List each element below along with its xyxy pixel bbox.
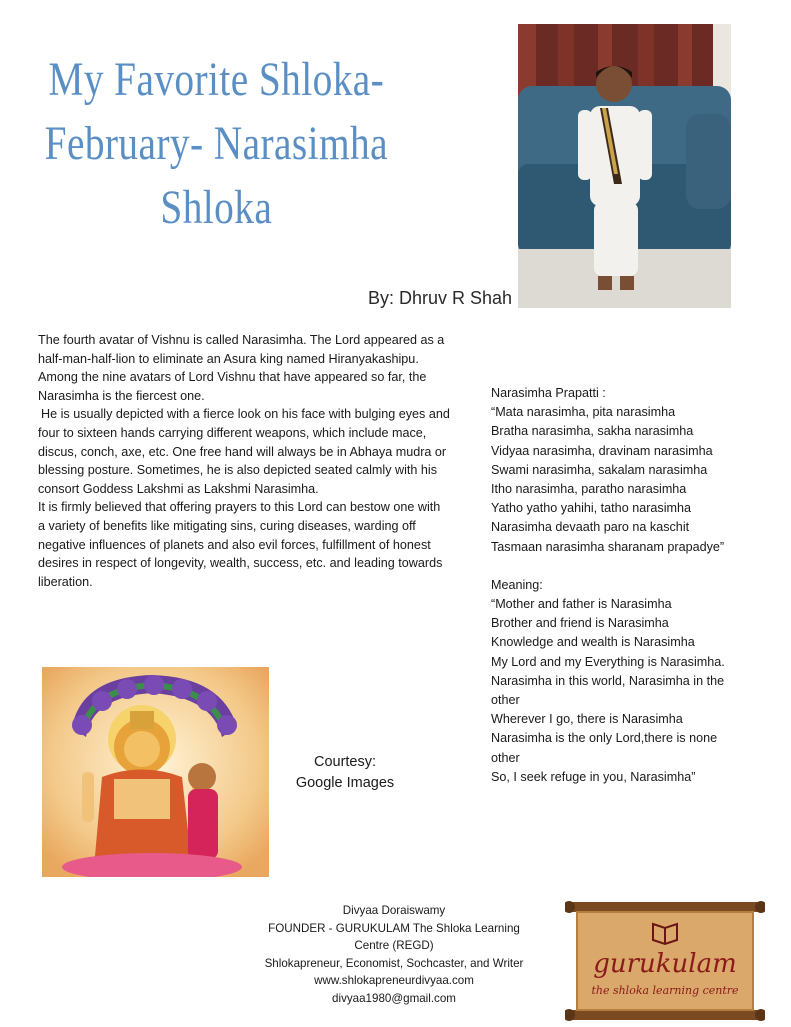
image-courtesy [285,752,405,794]
narasimha-illustration [42,667,269,877]
courtesy-label: Courtesy: [313,754,377,770]
founder-role-2: Centre (REGD) [354,939,434,953]
intro-text [38,331,450,591]
shloka-line: Itho narasimha, paratho narasimha [491,482,687,497]
scroll-logo-image [565,900,765,1022]
meaning-line: Narasimha is the only Lord,there is none [491,731,718,746]
title-line-1: My Favorite Shloka- [48,53,385,106]
logo-name: gurukulam [593,949,737,979]
email-text: divyaa1980@gmail.com [332,991,456,1005]
shloka-line: Narasimha devaath paro na kaschit [491,520,690,535]
meaning-line: So, I seek refuge in you, Narasimha” [491,769,696,784]
title-line-2: February- Narasimha [44,117,388,170]
shloka-line: Swami narasimha, sakalam narasimha [491,462,708,477]
shloka-heading: Narasimha Prapatti : [491,386,606,400]
meaning-line: other [491,750,520,765]
meaning-line: Knowledge and wealth is Narasimha [491,635,695,650]
shloka-line: “Mata narasimha, pita narasimha [491,405,676,420]
website-text: www.shlokapreneurdivyaa.com [314,974,474,988]
meaning-line: Narasimha in this world, Narasimha in the [491,673,725,688]
founder-role: FOUNDER - GURUKULAM The Shloka Learning [268,921,520,935]
meaning-line: Brother and friend is Narasimha [491,616,669,631]
title-line-3: Shloka [160,181,273,234]
meaning-heading: Meaning: [491,577,543,592]
shloka-line: Vidyaa narasimha, dravinam narasimha [491,443,713,458]
founder-tagline: Shlokapreneur, Economist, Sochcaster, and Writer [264,956,524,970]
courtesy-source: Google Images [295,775,395,791]
founder-name: Divyaa Doraiswamy [342,904,446,917]
author-byline: By: Dhruv R Shah [368,288,513,308]
meaning-line: Wherever I go, there is Narasimha [491,712,683,727]
shloka-block [491,384,771,787]
meaning-line: other [491,693,520,708]
meaning-line: “Mother and father is Narasimha [491,597,672,612]
shloka-line: Bratha narasimha, sakha narasimha [491,424,694,439]
logo-subtitle: the shloka learning centre [591,984,739,997]
student-photo-image [518,24,731,308]
page-title [40,48,393,240]
meaning-line: My Lord and my Everything is Narasimha. [491,654,725,669]
narasimha-image [42,667,269,877]
student-photo [518,24,731,308]
footer-credits [244,902,544,1008]
intro-paragraph-2: He is usually depicted with a fierce look on his face with bulging eyes and four to sixteen hands carrying different weapons, which include mace, discus, conch, axe, etc. One free hand will always be in Abhaya mudra or blessing posture. Sometimes, he is also depicted seated calmly with his consort Goddess Lakshmi as Lakshmi Narasimha. [38,407,450,496]
gurukulam-logo [565,900,765,1022]
spacer [491,557,771,576]
shloka-line: Tasmaan narasimha sharanam prapadye” [491,539,725,554]
intro-paragraph-1: The fourth avatar of Vishnu is called Narasimha. The Lord appeared as a half-man-half-lion to eliminate an Asura king named Hiranyakashipu. Among the nine avatars of Lord Vishnu that have appeared so far, the Narasimha is the fiercest one. [38,333,445,403]
shloka-line: Yatho yatho yahihi, tatho narasimha [491,501,691,516]
intro-paragraph-3: It is firmly believed that offering prayers to this Lord can bestow one with a variety of benefits like mitigating sins, curing diseases, warding off negative influences of planets and also evil forces, fulfillment of honest desires in respect of longevity, wealth, success, etc. and leading towards liberation. [38,500,443,589]
